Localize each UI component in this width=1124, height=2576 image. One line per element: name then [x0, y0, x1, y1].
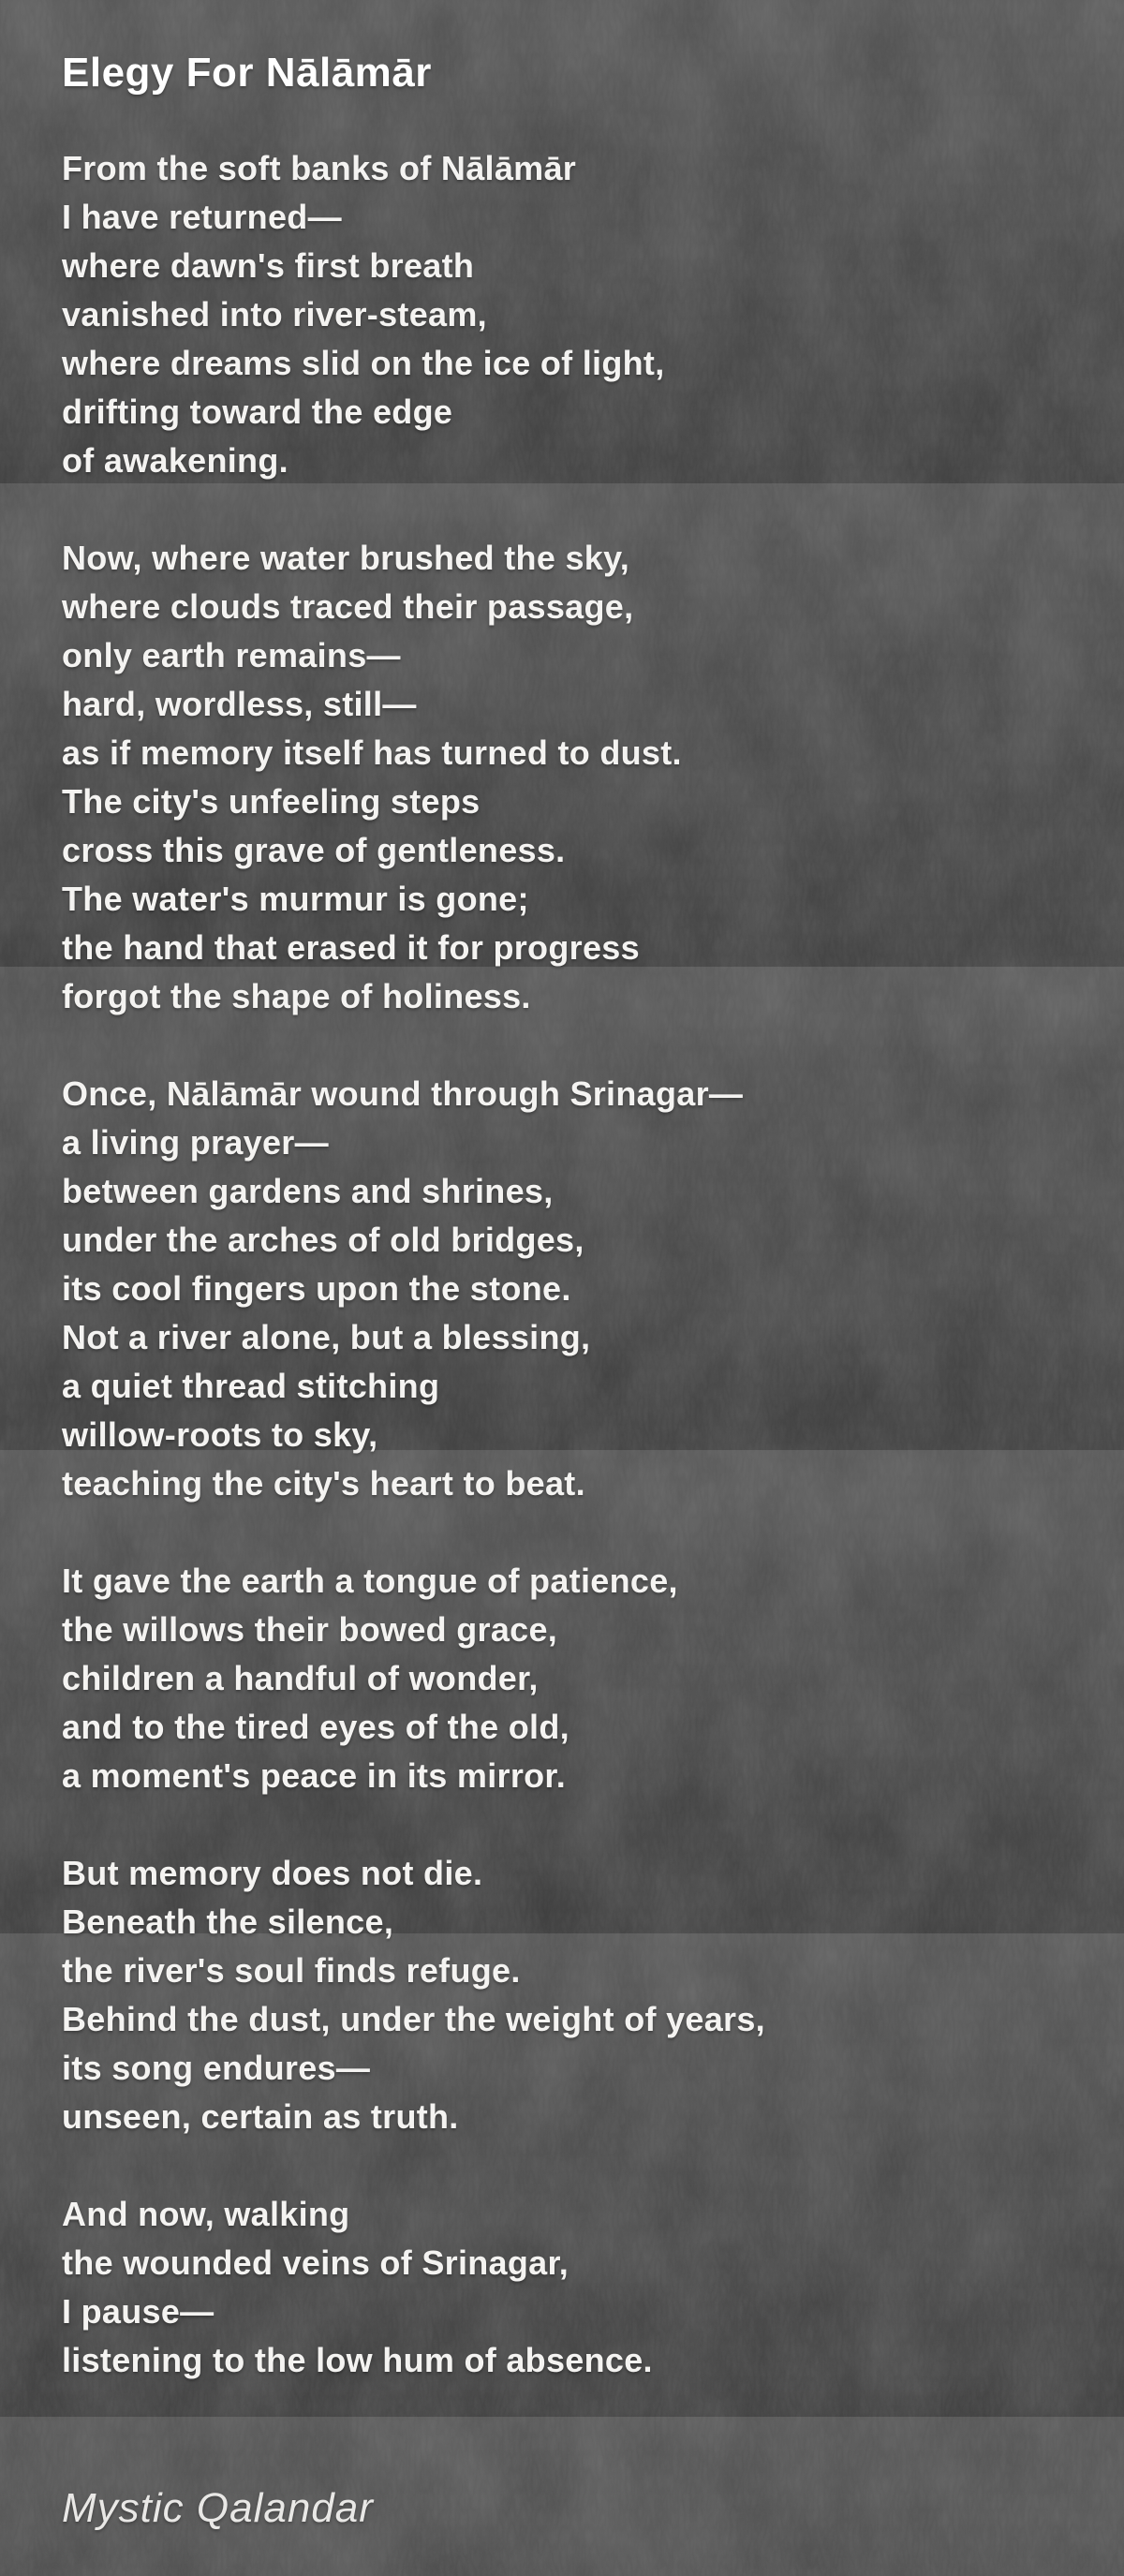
poem-line: where dawn's first breath [62, 246, 475, 285]
poem-line: listening to the low hum of absence. [62, 2341, 653, 2379]
poem-line: under the arches of old bridges, [62, 1221, 584, 1259]
poem-line: the wounded veins of Srinagar, [62, 2243, 569, 2282]
poem-title: Elegy For Nālāmār [62, 50, 432, 96]
poem-line: the river's soul finds refuge. [62, 1951, 521, 1990]
stanza-3 [62, 1070, 1068, 1508]
poem-line: Once, Nālāmār wound through Srinagar— [62, 1074, 744, 1113]
poem-line: vanished into river-steam, [62, 295, 487, 333]
poem-line: as if memory itself has turned to dust. [62, 733, 682, 772]
stanza-1 [62, 144, 1068, 485]
poem-line: forgot the shape of holiness. [62, 977, 531, 1015]
poem-line: only earth remains— [62, 636, 401, 674]
poem-author-signature: Mystic Qalandar [62, 2485, 374, 2531]
poem-line: of awakening. [62, 441, 288, 480]
poem-body [62, 144, 1068, 2385]
poem-line: Not a river alone, but a blessing, [62, 1318, 591, 1356]
poem-line: The water's murmur is gone; [62, 880, 529, 918]
poem-line: But memory does not die. [62, 1854, 483, 1892]
poem-line: drifting toward the edge [62, 392, 453, 431]
stanza-6 [62, 2190, 1068, 2385]
poem-line: From the soft banks of Nālāmār [62, 149, 577, 187]
poem-line: And now, walking [62, 2195, 350, 2233]
poem-line: teaching the city's heart to beat. [62, 1464, 585, 1503]
poem-line: and to the tired eyes of the old, [62, 1708, 569, 1746]
poem-line: where clouds traced their passage, [62, 587, 634, 626]
poem-line: a moment's peace in its mirror. [62, 1756, 567, 1795]
poem-line: Behind the dust, under the weight of years, [62, 2000, 765, 2038]
poem-line: its cool fingers upon the stone. [62, 1269, 571, 1308]
stanza-2 [62, 534, 1068, 1021]
poem-line: a quiet thread stitching [62, 1367, 440, 1405]
poem-line: It gave the earth a tongue of patience, [62, 1562, 678, 1600]
stanza-4 [62, 1557, 1068, 1800]
poem-line: between gardens and shrines, [62, 1172, 554, 1210]
poem-line: its song endures— [62, 2049, 371, 2087]
poem-line: Now, where water brushed the sky, [62, 539, 630, 577]
poem-line: cross this grave of gentleness. [62, 831, 566, 869]
poem-line: unseen, certain as truth. [62, 2097, 459, 2136]
poem-line: the willows their bowed grace, [62, 1610, 558, 1649]
poem-line: hard, wordless, still— [62, 685, 417, 723]
poem-line: where dreams slid on the ice of light, [62, 344, 665, 382]
poem-line: children a handful of wonder, [62, 1659, 539, 1697]
poem-line: I have returned— [62, 198, 342, 236]
poem-line: the hand that erased it for progress [62, 928, 640, 967]
poem-line: willow-roots to sky, [62, 1415, 378, 1454]
stanza-5 [62, 1849, 1068, 2141]
poem-line: Beneath the silence, [62, 1902, 394, 1941]
poem-line: The city's unfeeling steps [62, 782, 481, 821]
poem-line: a living prayer— [62, 1123, 329, 1162]
poem-line: I pause— [62, 2292, 214, 2331]
